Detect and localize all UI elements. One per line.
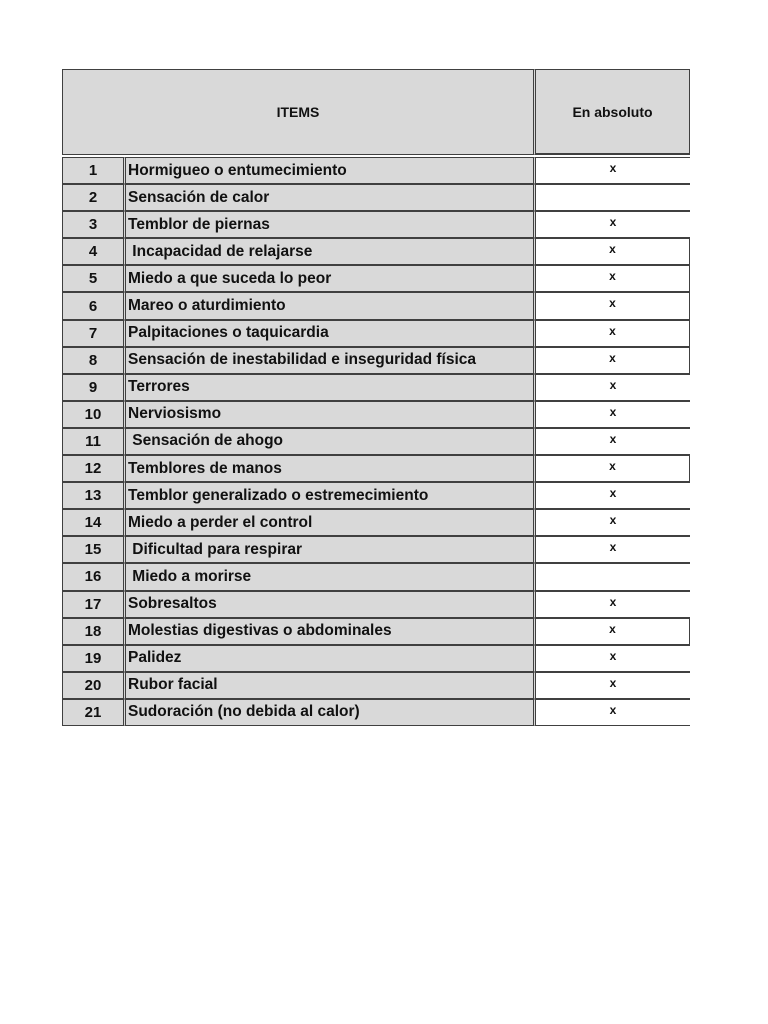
row-number: 4	[62, 238, 126, 265]
row-number: 1	[62, 157, 126, 184]
table-row	[62, 320, 690, 347]
en-absoluto-mark: x	[536, 645, 690, 672]
en-absoluto-mark: x	[536, 347, 690, 374]
row-number: 6	[62, 292, 126, 319]
table-row	[62, 292, 690, 319]
row-number: 11	[62, 428, 126, 455]
row-number: 20	[62, 672, 126, 699]
row-item-label: Temblores de manos	[126, 455, 536, 482]
row-item-label: Hormigueo o entumecimiento	[126, 157, 536, 184]
table-row	[62, 563, 690, 590]
table-row	[62, 536, 690, 563]
en-absoluto-mark: x	[536, 672, 690, 699]
en-absoluto-mark: x	[536, 455, 690, 482]
table-row	[62, 401, 690, 428]
row-number: 5	[62, 265, 126, 292]
table-row	[62, 482, 690, 509]
row-item-label: Nerviosismo	[126, 401, 536, 428]
row-number: 10	[62, 401, 126, 428]
en-absoluto-mark: x	[536, 482, 690, 509]
row-item-label: Miedo a que suceda lo peor	[126, 265, 536, 292]
table-row	[62, 184, 690, 211]
en-absoluto-mark: x	[536, 374, 690, 401]
row-item-label: Temblor generalizado o estremecimiento	[126, 482, 536, 509]
en-absoluto-mark: x	[536, 211, 690, 238]
items-column-header: ITEMS	[62, 69, 536, 155]
row-item-label: Sobresaltos	[126, 591, 536, 618]
en-absoluto-mark: x	[536, 509, 690, 536]
row-number: 18	[62, 618, 126, 645]
en-absoluto-mark: x	[536, 428, 690, 455]
row-item-label: Sudoración (no debida al calor)	[126, 699, 536, 726]
en-absoluto-mark: x	[536, 320, 690, 347]
row-number: 3	[62, 211, 126, 238]
row-number: 19	[62, 645, 126, 672]
row-item-label: Molestias digestivas o abdominales	[126, 618, 536, 645]
table-row	[62, 211, 690, 238]
table-row	[62, 347, 690, 374]
en-absoluto-mark	[536, 184, 690, 211]
en-absoluto-mark	[536, 563, 690, 590]
table-row	[62, 374, 690, 401]
row-number: 17	[62, 591, 126, 618]
row-item-label: Miedo a morirse	[126, 563, 536, 590]
en-absoluto-mark: x	[536, 265, 690, 292]
row-number: 7	[62, 320, 126, 347]
row-number: 13	[62, 482, 126, 509]
row-item-label: Sensación de calor	[126, 184, 536, 211]
row-number: 16	[62, 563, 126, 590]
row-number: 21	[62, 699, 126, 726]
symptom-table	[62, 69, 690, 726]
table-body	[62, 157, 690, 726]
table-row	[62, 238, 690, 265]
row-number: 9	[62, 374, 126, 401]
row-number: 2	[62, 184, 126, 211]
row-item-label: Sensación de inestabilidad e inseguridad física	[126, 347, 536, 374]
en-absoluto-mark: x	[536, 157, 690, 184]
table-row	[62, 157, 690, 184]
table-row	[62, 265, 690, 292]
en-absoluto-mark: x	[536, 618, 690, 645]
table-row	[62, 591, 690, 618]
row-number: 8	[62, 347, 126, 374]
en-absoluto-mark: x	[536, 699, 690, 726]
table-row	[62, 699, 690, 726]
table-row	[62, 455, 690, 482]
row-number: 14	[62, 509, 126, 536]
table-row	[62, 618, 690, 645]
row-item-label: Dificultad para respirar	[126, 536, 536, 563]
table-header-row	[62, 69, 690, 157]
en-absoluto-mark: x	[536, 536, 690, 563]
en-absoluto-mark: x	[536, 401, 690, 428]
row-item-label: Sensación de ahogo	[126, 428, 536, 455]
row-item-label: Miedo a perder el control	[126, 509, 536, 536]
table-row	[62, 509, 690, 536]
table-row	[62, 645, 690, 672]
row-item-label: Temblor de piernas	[126, 211, 536, 238]
row-item-label: Mareo o aturdimiento	[126, 292, 536, 319]
row-number: 15	[62, 536, 126, 563]
table-row	[62, 428, 690, 455]
row-item-label: Rubor facial	[126, 672, 536, 699]
row-item-label: Terrores	[126, 374, 536, 401]
row-number: 12	[62, 455, 126, 482]
row-item-label: Palpitaciones o taquicardia	[126, 320, 536, 347]
table-row	[62, 672, 690, 699]
en-absoluto-mark: x	[536, 591, 690, 618]
en-absoluto-column-header: En absoluto	[536, 69, 690, 155]
row-item-label: Incapacidad de relajarse	[126, 238, 536, 265]
en-absoluto-mark: x	[536, 292, 690, 319]
en-absoluto-mark: x	[536, 238, 690, 265]
row-item-label: Palidez	[126, 645, 536, 672]
